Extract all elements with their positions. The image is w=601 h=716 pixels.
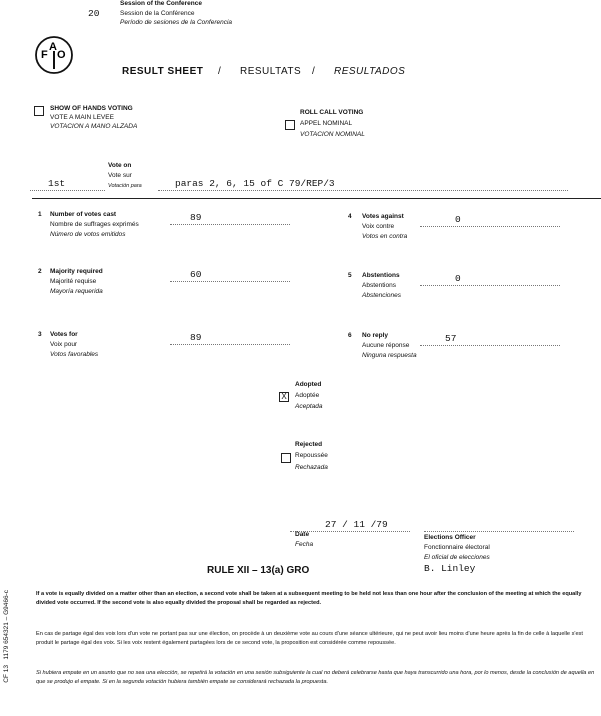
item-value: 0: [455, 214, 461, 225]
vote-subject: paras 2, 6, 15 of C 79/REP/3: [175, 178, 335, 189]
item-number: 3: [38, 331, 42, 338]
item-value: 60: [190, 269, 202, 280]
show-of-hands-checkbox[interactable]: [34, 106, 44, 116]
item-label-en: Abstentions: [362, 272, 400, 279]
rule-text-es: Si hubiera empate en un asunto que no sea una elección, se repetirá la votación en una sesión subsiguiente la cual no deberá celebrarse hasta que haya transcurrido una hora, por lo menos, desde la conclusión de aquella en que se produjo el empate. Si en la segunda votación hubiera también empate se considerará rechazada la propuesta.: [36, 670, 595, 685]
date-es: Fecha: [295, 541, 314, 548]
svg-text:F: F: [41, 49, 48, 61]
item-label-fr: Abstentions: [362, 282, 396, 289]
svg-text:A: A: [49, 41, 57, 53]
officer-fr: Fonctionnaire électoral: [424, 544, 490, 551]
item-label-es: Votos en contra: [362, 233, 408, 240]
item-label-es: Número de votos emitidos: [50, 231, 126, 238]
item-label-en: No reply: [362, 332, 389, 339]
title-fr: RESULTATS: [240, 66, 302, 77]
rejected-es: Rechazada: [295, 464, 328, 471]
date-value: 27 / 11 /79: [325, 519, 388, 530]
roll-call-checkbox[interactable]: [285, 120, 295, 130]
item-number: 1: [38, 211, 42, 218]
rejected-checkbox[interactable]: [281, 453, 291, 463]
officer-es: El oficial de elecciones: [424, 554, 490, 561]
session-fr: Session de la Conférence: [120, 10, 195, 17]
item-value: 57: [445, 333, 457, 344]
adopted-en: Adopted: [295, 381, 322, 388]
item-label-es: Votos favorables: [50, 351, 99, 358]
roll-call-en: ROLL CALL VOTING: [300, 109, 364, 116]
adopted-fr: Adoptée: [295, 392, 320, 399]
rule-text-fr: En cas de partage égal des voix lors d'un vote ne portant pas sur une élection, on procède à un deuxième vote au cours d'une séance ultérieure, qui ne peut avoir lieu moins d'une heure après la fin de celle à laquelle s'est produit le partage égal des voix. Si les voix restent également partagées lors de ce second vote, la proposition est considérée comme repoussée.: [36, 631, 583, 646]
session-number: 20: [88, 8, 100, 19]
item-label-fr: Nombre de suffrages exprimés: [50, 221, 139, 228]
item-label-fr: Voix pour: [50, 341, 78, 348]
item-label-es: Mayoría requerida: [50, 288, 103, 295]
officer-en: Elections Officer: [424, 534, 476, 541]
item-number: 2: [38, 268, 42, 275]
item-number: 6: [348, 332, 352, 339]
item-value: 89: [190, 332, 202, 343]
roll-call-fr: APPEL NOMINAL: [300, 120, 353, 127]
item-label-fr: Aucune réponse: [362, 342, 410, 349]
divider: [32, 198, 601, 199]
show-of-hands-en: SHOW OF HANDS VOTING: [50, 105, 133, 112]
form-code: CF 13 1179 654321 – G9466-c: [3, 590, 10, 683]
session-es: Período de sesiones de la Conferencia: [120, 19, 233, 26]
adopted-es: Aceptada: [295, 403, 323, 410]
title-sep: /: [312, 66, 316, 77]
roll-call-es: VOTACION NOMINAL: [300, 131, 365, 138]
vote-on-en: Vote on: [108, 162, 132, 169]
show-of-hands-es: VOTACION A MANO ALZADA: [50, 123, 138, 130]
session-en: Session of the Conference: [120, 0, 202, 7]
rejected-fr: Repoussée: [295, 452, 328, 459]
item-label-fr: Majorité requise: [50, 278, 97, 285]
vote-on-es: Votación para: [108, 183, 142, 189]
vote-on-fr: Vote sur: [108, 172, 132, 179]
item-label-en: Votes against: [362, 213, 404, 220]
item-value: 0: [455, 273, 461, 284]
item-label-en: Votes for: [50, 331, 78, 338]
item-label-fr: Voix contre: [362, 223, 395, 230]
item-label-es: Abstenciones: [362, 292, 402, 299]
title-en: RESULT SHEET: [122, 66, 204, 77]
item-label-en: Number of votes cast: [50, 211, 117, 218]
fao-logo: [34, 35, 74, 75]
item-number: 5: [348, 272, 352, 279]
item-label-es: Ninguna respuesta: [362, 352, 417, 359]
rule-text-en: If a vote is equally divided on a matter other than an election, a second vote shall be taken at a subsequent meeting to be held not less than one hour after the conclusion of the meeting at which the equally divided vote occurred. If the second vote is also equally divided the proposal shall be regarded as rejected.: [36, 591, 582, 606]
item-number: 4: [348, 213, 352, 220]
rule-reference: RULE XII – 13(a) GRO: [207, 565, 310, 576]
vote-ordinal: 1st: [48, 178, 66, 189]
rejected-en: Rejected: [295, 441, 323, 448]
date-en: Date: [295, 531, 310, 538]
item-value: 89: [190, 212, 202, 223]
title-es: RESULTADOS: [334, 66, 406, 77]
show-of-hands-fr: VOTE A MAIN LEVEE: [50, 114, 114, 121]
officer-name: B. Linley: [424, 563, 476, 574]
svg-text:O: O: [57, 49, 66, 61]
title-sep: /: [218, 66, 222, 77]
adopted-checkbox[interactable]: X: [279, 392, 289, 402]
item-label-en: Majority required: [50, 268, 103, 275]
